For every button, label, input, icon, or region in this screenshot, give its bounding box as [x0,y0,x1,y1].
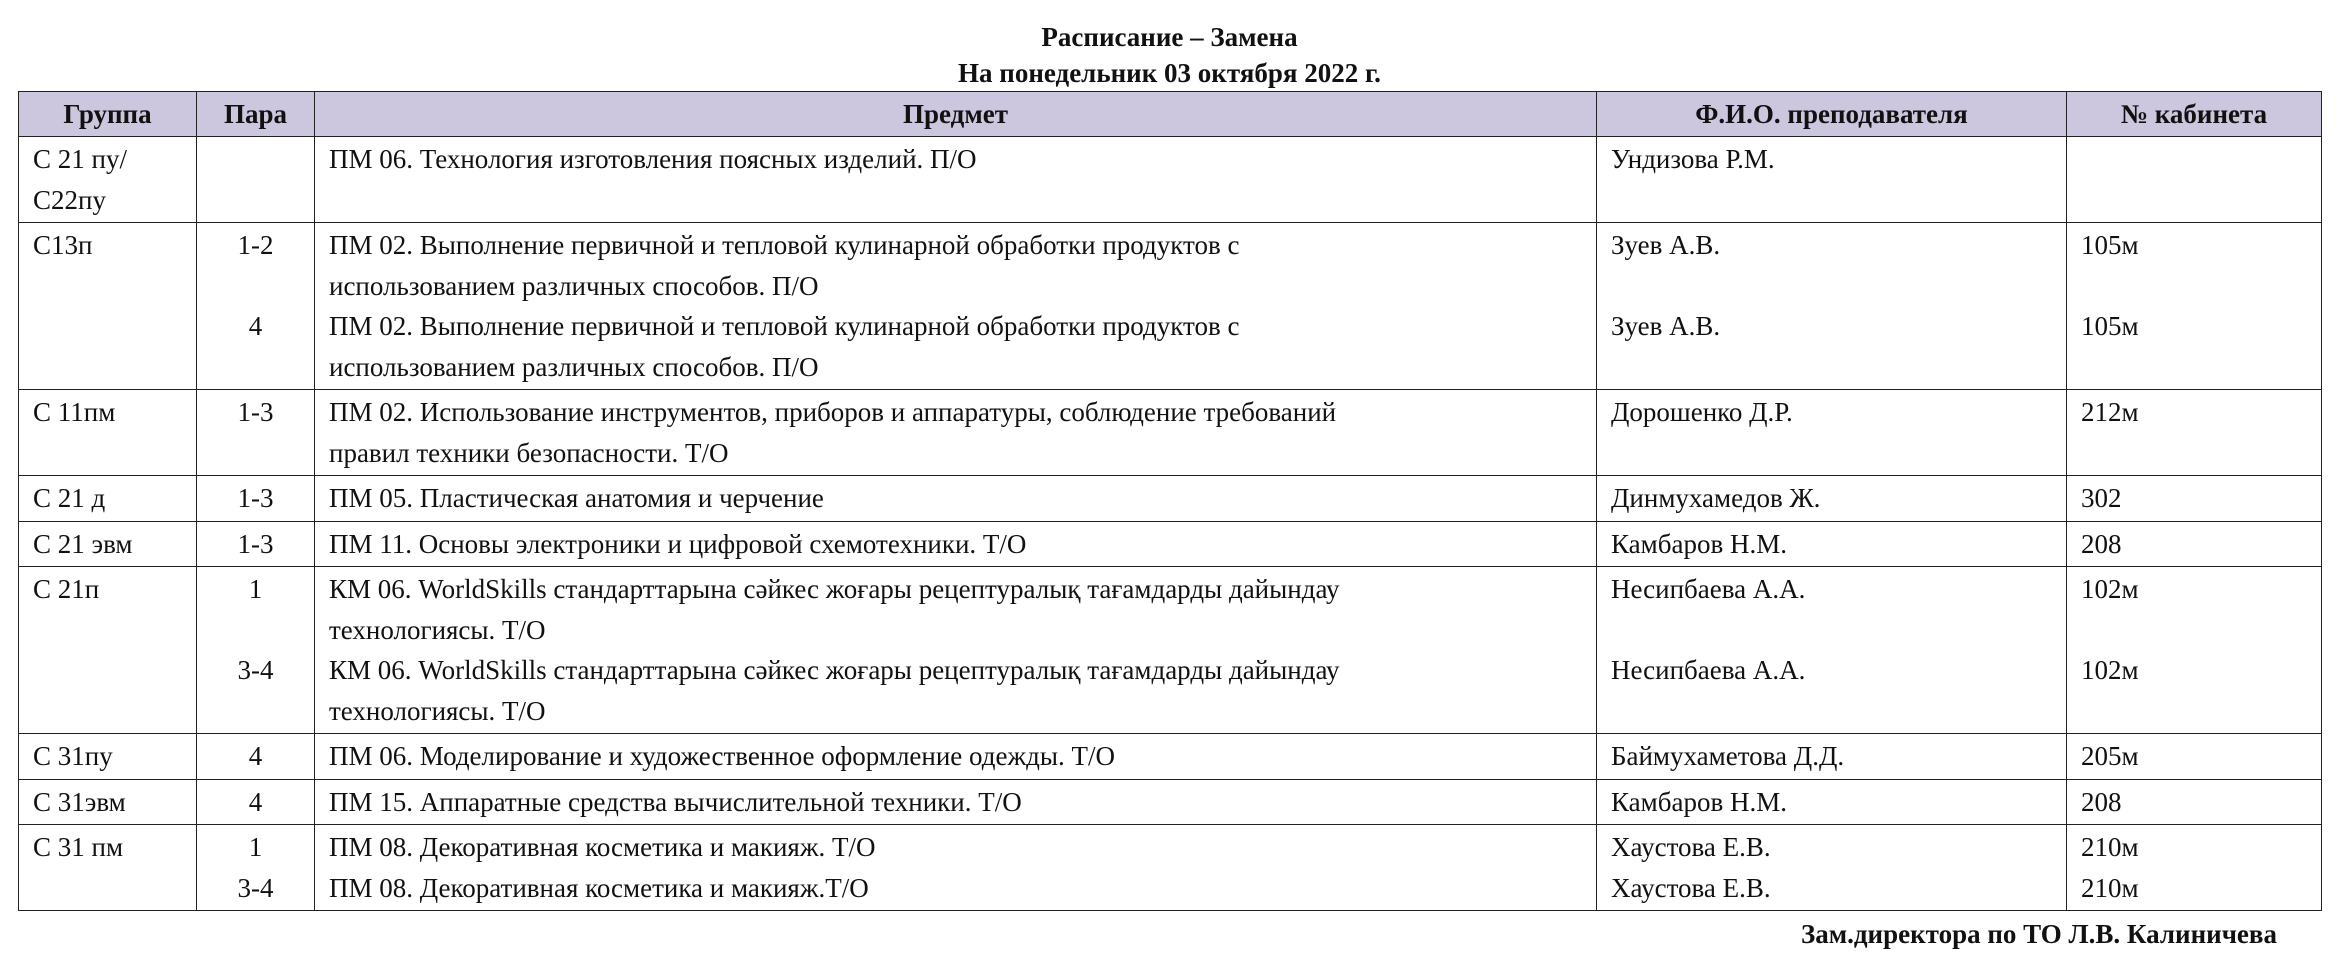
subject-text: ПМ 15. Аппаратные средства вычислительной техники. Т/О [329,786,1022,817]
subject-text: ПМ 11. Основы электроники и цифровой схемотехники. Т/О [329,528,1027,559]
teacher-cell [1597,734,2067,780]
teacher-name: Хаустова Е.В. [1611,832,1771,862]
subject-cell [315,825,1597,911]
subject-text: технологиясы. Т/О [329,614,546,645]
room-cell [2067,779,2322,825]
room-cell [2067,521,2322,567]
para-number: 4 [248,786,263,817]
room-cell [2067,567,2322,734]
table-row [19,825,2322,911]
teacher-cell [1597,390,2067,476]
group-name: С22пу [33,184,106,215]
document-subtitle: На понедельник 03 октября 2022 г. [958,58,1381,88]
room-number: 208 [2081,528,2122,559]
para-cell [197,137,315,223]
teacher-cell [1597,137,2067,223]
subject-text: ПМ 05. Пластическая анатомия и черчение [329,483,824,513]
group-name: С 21п [33,574,100,604]
column-header-subject: Предмет [315,92,1597,137]
para-number: 1 [248,574,263,604]
group-name: С 11пм [33,397,116,427]
subject-text: КМ 06. WorldSkills стандарттарына сәйкес жоғары рецептуралық тағамдарды дайындау [329,574,1340,604]
teacher-name: Зуев А.В. [1611,230,1721,260]
teacher-name: Хаустова Е.В. [1611,872,1771,903]
subject-cell [315,779,1597,825]
room-number: 212м [2081,397,2139,427]
group-cell [19,390,197,476]
subject-cell [315,223,1597,390]
group-cell [19,521,197,567]
room-number: 210м [2081,832,2139,862]
teacher-name: Баймухаметова Д.Д. [1611,741,1845,771]
room-cell [2067,476,2322,522]
para-number: 1 [248,832,263,862]
subject-text: ПМ 06. Технология изготовления поясных изделий. П/О [329,144,977,174]
room-number: 208 [2081,786,2122,817]
group-name: С13п [33,230,93,260]
para-number: 1-3 [237,397,274,427]
teacher-name: Ундизова Р.М. [1611,144,1775,174]
column-header-room: № кабинета [2067,92,2322,137]
subject-cell [315,476,1597,522]
para-number: 4 [248,311,263,341]
group-cell [19,137,197,223]
room-number: 105м [2081,311,2139,341]
table-row [19,390,2322,476]
para-cell [197,567,315,734]
para-number: 4 [248,741,263,771]
subject-cell [315,567,1597,734]
teacher-cell [1597,521,2067,567]
subject-text: КМ 06. WorldSkills стандарттарына сәйкес жоғары рецептуралық тағамдарды дайындау [329,655,1340,685]
teacher-name: Камбаров Н.М. [1611,786,1787,817]
subject-text: ПМ 02. Выполнение первичной и тепловой кулинарной обработки продуктов с [329,311,1240,341]
subject-cell [315,137,1597,223]
room-number [2081,139,2307,180]
schedule-table [18,91,2322,911]
para-cell [197,825,315,911]
subject-text: использованием различных способов. П/О [329,270,819,301]
subject-text: ПМ 08. Декоративная косметика и макияж.Т/О [329,872,869,903]
subject-text: ПМ 02. Выполнение первичной и тепловой кулинарной обработки продуктов с [329,230,1240,260]
group-cell [19,779,197,825]
group-cell [19,476,197,522]
group-name: С 31пу [33,741,113,771]
para-cell [197,734,315,780]
teacher-cell [1597,567,2067,734]
para-cell [197,223,315,390]
para-cell [197,521,315,567]
room-number: 102м [2081,655,2139,685]
header-row [19,92,2322,137]
group-cell [19,223,197,390]
teacher-name: Дорошенко Д.Р. [1611,397,1793,427]
teacher-name: Несипбаева А.А. [1611,655,1806,685]
para-number: 3-4 [237,655,274,685]
group-name: С 21 д [33,483,106,513]
group-cell [19,567,197,734]
table-row [19,734,2322,780]
subject-text: использованием различных способов. П/О [329,351,819,382]
subject-text: ПМ 02. Использование инструментов, приборов и аппаратуры, соблюдение требований [329,397,1337,427]
document-title: Расписание – Замена [1041,22,1298,52]
subject-cell [315,390,1597,476]
para-number: 1-3 [237,483,274,513]
teacher-name: Зуев А.В. [1611,311,1721,341]
subject-cell [315,734,1597,780]
subject-text: технологиясы. Т/О [329,695,546,726]
room-number: 102м [2081,574,2139,604]
table-row [19,476,2322,522]
para-number [211,139,300,180]
para-number: 1-2 [237,230,274,260]
room-cell [2067,390,2322,476]
room-number: 302 [2081,483,2122,513]
room-number: 205м [2081,741,2139,771]
para-number: 3-4 [237,872,274,903]
column-header-group: Группа [19,92,197,137]
column-header-teacher: Ф.И.О. преподавателя [1597,92,2067,137]
teacher-name: Камбаров Н.М. [1611,528,1787,559]
table-row [19,223,2322,390]
teacher-name: Несипбаева А.А. [1611,574,1806,604]
column-header-para: Пара [197,92,315,137]
teacher-name: Динмухамедов Ж. [1611,483,1821,513]
group-name: С 21 пу/ [33,144,127,174]
teacher-cell [1597,476,2067,522]
room-cell [2067,223,2322,390]
subject-text: ПМ 08. Декоративная косметика и макияж. Т/О [329,832,876,862]
room-number: 105м [2081,230,2139,260]
table-row [19,567,2322,734]
para-cell [197,390,315,476]
teacher-cell [1597,825,2067,911]
table-row [19,521,2322,567]
group-cell [19,825,197,911]
subject-cell [315,521,1597,567]
subject-text: ПМ 06. Моделирование и художественное оформление одежды. Т/О [329,741,1116,771]
room-number: 210м [2081,872,2139,903]
group-name: С 31 пм [33,832,124,862]
room-cell [2067,825,2322,911]
para-cell [197,476,315,522]
table-row [19,137,2322,223]
para-number: 1-3 [237,528,274,559]
teacher-cell [1597,223,2067,390]
subject-text: правил техники безопасности. Т/О [329,437,729,468]
room-cell [2067,137,2322,223]
room-cell [2067,734,2322,780]
group-name: С 31эвм [33,786,126,817]
group-cell [19,734,197,780]
teacher-cell [1597,779,2067,825]
group-name: С 21 эвм [33,528,133,559]
signature: Зам.директора по ТО Л.В. Калиничева [1801,919,2277,949]
para-cell [197,779,315,825]
table-row [19,779,2322,825]
